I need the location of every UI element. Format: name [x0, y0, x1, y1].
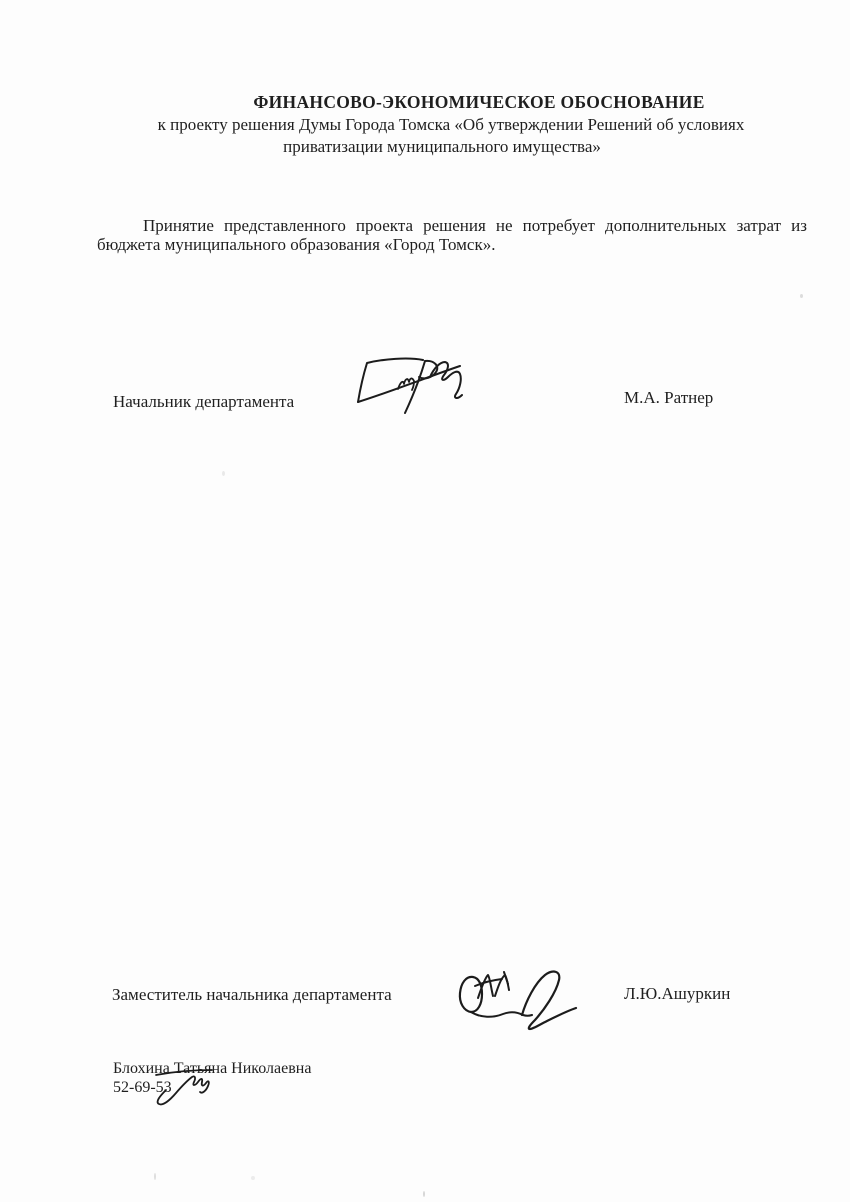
- signatory-position-deputy: Заместитель начальника департамента: [112, 985, 392, 1004]
- signatory-name-head: М.А. Ратнер: [624, 388, 714, 407]
- signature-deputy-head: [455, 950, 590, 1045]
- scan-artifact: [251, 1176, 255, 1180]
- scan-artifact: [800, 294, 803, 298]
- document-subtitle-line2: приватизации муниципального имущества»: [283, 137, 601, 156]
- signatory-position-head: Начальник департамента: [113, 392, 295, 411]
- scan-artifact: [154, 1173, 156, 1180]
- document-title: ФИНАНСОВО-ЭКОНОМИЧЕСКОЕ ОБОСНОВАНИЕ: [253, 92, 705, 112]
- executor-name: Блохина Татьяна Николаевна: [113, 1060, 312, 1077]
- scan-artifact: [222, 471, 225, 476]
- body-paragraph-line2: бюджета муниципального образования «Город Томск».: [97, 235, 496, 254]
- scan-artifact: [423, 1191, 425, 1197]
- body-paragraph-line1: Принятие представленного проекта решения не потребует дополнительных затрат из: [143, 216, 807, 235]
- signature-head-of-department: [348, 350, 488, 425]
- executor-phone: 52-69-53: [113, 1079, 172, 1096]
- signatory-name-deputy: Л.Ю.Ашуркин: [624, 984, 731, 1003]
- document-subtitle-line1: к проекту решения Думы Города Томска «Об утверждении Решений об условиях: [157, 115, 745, 134]
